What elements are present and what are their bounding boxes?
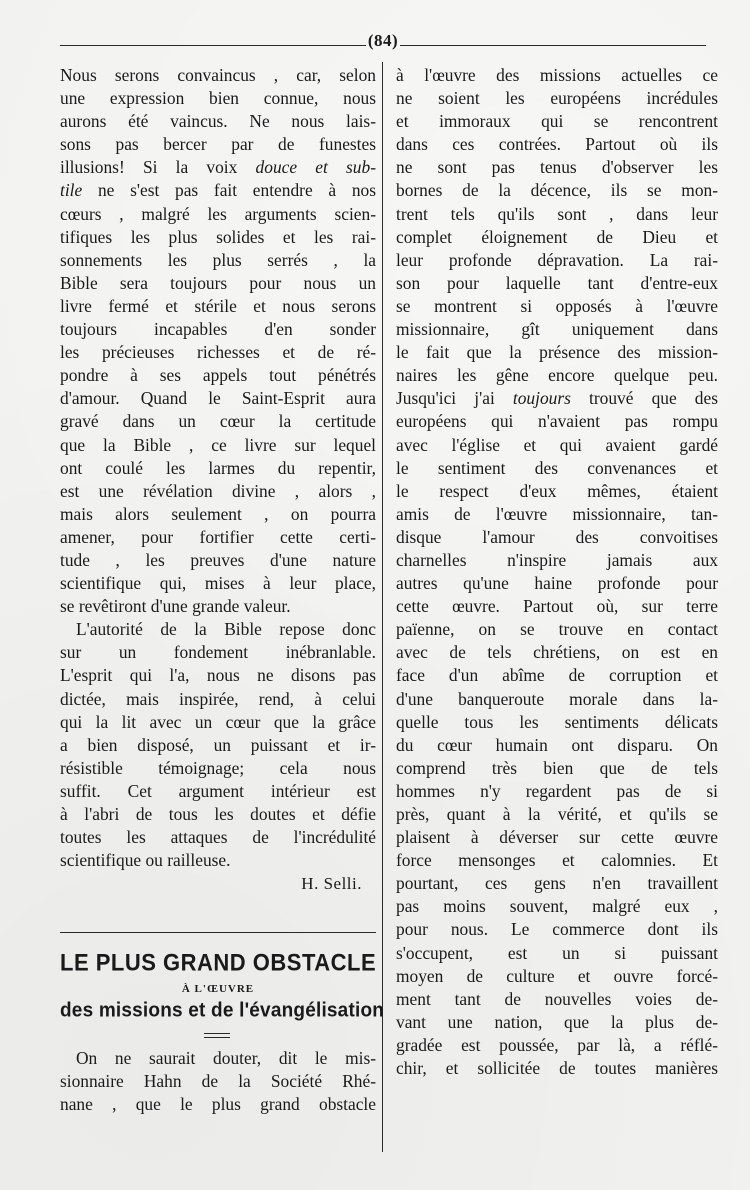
header-rule-right bbox=[400, 45, 706, 46]
text-line: pas moins souvent, malgré eux , bbox=[396, 896, 718, 917]
text-line: Nous serons convaincus , car, selon bbox=[60, 65, 376, 85]
text-line: complet éloignement de Dieu et bbox=[396, 226, 718, 247]
text-line: gradée est poussée, par là, a réflé- bbox=[396, 1034, 718, 1055]
text-line: à l'abri de tous les doutes et défie bbox=[60, 804, 376, 824]
text-line: dictée, mais inspirée, rend, à celui bbox=[60, 688, 376, 709]
text-line: ne sont pas tenus d'observer les bbox=[396, 157, 718, 178]
text-line: dans ces contrées. Partout où ils bbox=[396, 134, 718, 155]
text-line: pondre à ses appels tout pénétrés bbox=[60, 365, 376, 386]
text-line: moyen de culture et ouvre forcé- bbox=[396, 965, 718, 986]
text-line: comprend très bien que de tels bbox=[396, 757, 718, 778]
text-line: résistible témoignage; cela nous bbox=[60, 757, 376, 778]
article-subtitle: des missions et de l'évangélisation bbox=[60, 999, 385, 1022]
text-line: à l'œuvre des missions actuelles ce bbox=[396, 65, 718, 85]
text-line: a bien disposé, un puissant et ir- bbox=[60, 734, 376, 755]
text-line: amis de l'œuvre missionnaire, tan- bbox=[396, 503, 718, 524]
text-line: près, quant à la vérité, et qu'ils se bbox=[396, 804, 718, 824]
text-line: amener, pour fortifier cette certi- bbox=[60, 526, 376, 547]
text-line: face d'un abîme de corruption et bbox=[396, 665, 718, 686]
text-line: est une révélation divine , alors , bbox=[60, 480, 376, 501]
header-rule-left bbox=[60, 45, 366, 46]
text-line: s'occupent, est un si puissant bbox=[396, 942, 718, 963]
text-line: On ne saurait douter, dit le mis- bbox=[76, 1048, 376, 1068]
text-line: son pour laquelle tant d'entre-eux bbox=[396, 272, 718, 293]
text-line: les précieuses richesses et de ré- bbox=[60, 342, 376, 363]
text-line: ne soient les européens incrédules bbox=[396, 88, 718, 109]
text-line: pourtant, ces gens n'en travaillent bbox=[396, 873, 718, 894]
text-line: toutes les attaques de l'incrédulité bbox=[60, 827, 376, 848]
text-line: le fait que la présence des mission- bbox=[396, 342, 718, 363]
text-line: charnelles n'inspire jamais aux bbox=[396, 549, 718, 570]
text-line: se revêtiront d'une grande valeur. bbox=[60, 596, 291, 617]
text-line: pour nous. Le commerce dont ils bbox=[396, 919, 718, 940]
text-line: aurons été vaincus. Ne nous lais- bbox=[60, 111, 376, 132]
text-line: une expression bien connue, nous bbox=[60, 88, 376, 109]
text-line: cœurs , malgré les arguments scien- bbox=[60, 203, 376, 224]
column-divider bbox=[382, 62, 383, 1152]
ornamental-rule bbox=[204, 1033, 230, 1038]
text-line: naires les gêne encore quelque peu. bbox=[396, 365, 718, 386]
text-line: scientifique ou railleuse. bbox=[60, 850, 231, 871]
text-line: missionnaire, gît uniquement dans bbox=[396, 319, 718, 340]
text-line: avec de tels chrétiens, on est en bbox=[396, 642, 718, 663]
text-line: L'autorité de la Bible repose donc bbox=[76, 619, 376, 640]
text-line: autres qu'une haine profonde pour bbox=[396, 573, 718, 594]
text-line: sons pas bercer par de funestes bbox=[60, 134, 376, 155]
text-line: avec l'église et qui avaient gardé bbox=[396, 434, 718, 455]
text-line: vant une nation, que la plus de- bbox=[396, 1011, 718, 1032]
text-line: L'esprit qui l'a, nous ne disons pas bbox=[60, 665, 376, 686]
text-line: et immoraux qui se rencontrent bbox=[396, 111, 718, 132]
text-line: que la Bible , ce livre sur lequel bbox=[60, 434, 376, 455]
section-divider bbox=[60, 932, 376, 933]
article-opening-text bbox=[60, 1047, 376, 1116]
text-line: disque l'amour des convoitises bbox=[396, 526, 718, 547]
text-line: scientifique qui, mises à leur place, bbox=[60, 573, 376, 594]
text-line: illusions! Si la voix douce et sub- bbox=[60, 157, 376, 178]
text-line: force mensonges et calomnies. Et bbox=[396, 850, 718, 871]
text-line: tile ne s'est pas fait entendre à nos bbox=[60, 180, 376, 201]
text-line: sur un fondement inébranlable. bbox=[60, 642, 376, 663]
page-number: (84) bbox=[367, 31, 399, 50]
text-line: quelle tous les sentiments délicats bbox=[396, 711, 718, 732]
text-line: nane , que le plus grand obstacle bbox=[60, 1094, 376, 1115]
text-line: mais alors seulement , on pourra bbox=[60, 503, 376, 524]
text-line: le sentiment des convenances et bbox=[396, 457, 718, 478]
text-line: du cœur humain ont disparu. On bbox=[396, 734, 718, 755]
text-line: suffit. Cet argument intérieur est bbox=[60, 780, 376, 801]
text-line: se montrent si opposés à l'œuvre bbox=[396, 295, 718, 316]
text-line: Bible sera toujours pour nous un bbox=[60, 272, 376, 293]
text-line: sonnements les plus serrés , la bbox=[60, 249, 376, 270]
text-line: hommes n'y regardent pas de si bbox=[396, 780, 718, 801]
text-line: d'une banqueroute morale dans la- bbox=[396, 688, 718, 709]
right-column-text bbox=[396, 64, 718, 1080]
text-line: plaisent à déverser sur cette œuvre bbox=[396, 827, 718, 848]
text-line: trent tels qu'ils sont , dans leur bbox=[396, 203, 718, 224]
text-line: gravé dans un cœur la certitude bbox=[60, 411, 376, 432]
text-line: tude , les preuves d'une nature bbox=[60, 549, 376, 570]
left-column-text bbox=[60, 64, 376, 895]
text-line: qui la lit avec un cœur que la grâce bbox=[60, 711, 376, 732]
text-line: sionnaire Hahn de la Société Rhé- bbox=[60, 1071, 376, 1092]
text-line: européens qui n'avaient pas rompu bbox=[396, 411, 718, 432]
text-line: ont coulé les larmes du repentir, bbox=[60, 457, 376, 478]
text-line: chir, et sollicitée de toutes manières bbox=[396, 1058, 718, 1079]
text-line: toujours incapables d'en sonder bbox=[60, 319, 376, 340]
text-line: tifiques les plus solides et les rai- bbox=[60, 226, 376, 247]
text-line: Jusqu'ici j'ai toujours trouvé que des bbox=[396, 388, 718, 409]
text-line: bornes de la décence, ils se mon- bbox=[396, 180, 718, 201]
article-subtitle-small: À L'ŒUVRE bbox=[181, 983, 255, 995]
text-line: livre fermé et stérile et nous serons bbox=[60, 295, 376, 316]
text-line: païenne, on se trouve en contact bbox=[396, 619, 718, 640]
text-line: le respect d'eux mêmes, étaient bbox=[396, 480, 718, 501]
text-line: d'amour. Quand le Saint-Esprit aura bbox=[60, 388, 376, 409]
text-line: leur profonde dépravation. La rai- bbox=[396, 249, 718, 270]
text-line: cette œuvre. Partout où, sur terre bbox=[396, 596, 718, 617]
article-title: LE PLUS GRAND OBSTACLE bbox=[60, 948, 377, 976]
text-line: ment tant de nouvelles voies de- bbox=[396, 988, 718, 1009]
signature: H. Selli. bbox=[301, 874, 362, 894]
